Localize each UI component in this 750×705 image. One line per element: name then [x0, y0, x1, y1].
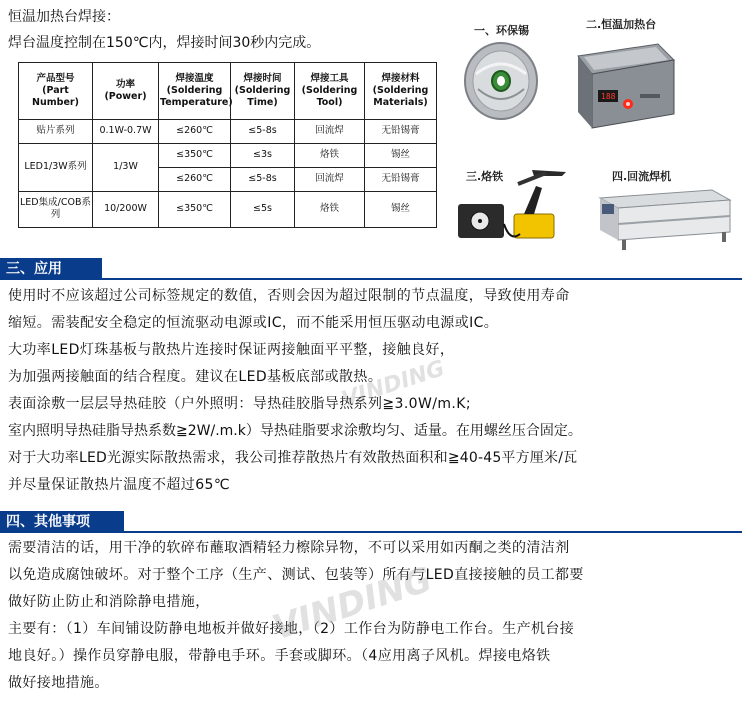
cell-time: ≤5-8s — [231, 120, 295, 144]
cell-part: LED1/3W系列 — [19, 143, 93, 191]
cell-temp: ≤350℃ — [159, 191, 231, 227]
cell-tool: 回流焊 — [295, 167, 365, 191]
cell-tool: 烙铁 — [295, 143, 365, 167]
photo-label-reflow-oven: 四.回流焊机 — [612, 170, 672, 183]
cell-part: 贴片系列 — [19, 120, 93, 144]
photo-label-soldering-iron: 三.烙铁 — [466, 170, 504, 183]
header-soldering-time: 焊接时间 (Soldering Time) — [231, 63, 295, 120]
reflow-oven-photo — [594, 180, 734, 252]
intro-subtitle: 焊台温度控制在150℃内，焊接时间30秒内完成。 — [8, 35, 321, 51]
section4-line-4: 主要有：（1）车间铺设防静电地板并做好接地，（2）工作台为防静电工作台。生产机台接 — [8, 621, 575, 637]
section3-line-6: 室内照明导热硅脂导热系数≧2W/.m.k）导热硅脂要求涂敷均匀、适量。在用螺丝压合固定。 — [8, 423, 582, 439]
header-power: 功率 (Power) — [93, 63, 159, 120]
soldering-spec-table — [18, 62, 437, 228]
reflow-oven-icon — [594, 180, 734, 252]
section3-line-7: 对于大功率LED光源实际散热需求，我公司推荐散热片有效散热面积和≧40-45平方厘米/瓦 — [8, 450, 578, 466]
section-header-other-matters: 四、其他事项 — [0, 511, 124, 533]
section3-line-4: 为加强两接触面的结合程度。建议在LED基板底部或散热。 — [8, 369, 383, 385]
cell-time: ≤5s — [231, 191, 295, 227]
section4-line-1: 需要清洁的话，用干净的软碎布蘸取酒精轻力檫除异物，不可以采用如丙酮之类的清洁剂 — [8, 540, 570, 556]
cell-temp: ≤260℃ — [159, 120, 231, 144]
cell-material: 无铅锡膏 — [365, 120, 437, 144]
section4-line-2: 以免造成腐蚀破坏。对于整个工序（生产、测试、包装等）所有与LED直接接触的员工都要 — [8, 567, 584, 583]
section-divider — [0, 531, 742, 533]
hot-plate-icon — [570, 34, 680, 134]
cell-tool: 烙铁 — [295, 191, 365, 227]
section4-line-3: 做好防止防止和消除静电措施， — [8, 594, 210, 610]
photo-label-hot-plate: 二.恒温加热台 — [586, 18, 657, 31]
section-header-application: 三、应用 — [0, 258, 102, 280]
header-soldering-tool: 焊接工具 (Soldering Tool) — [295, 63, 365, 120]
cell-power: 1/3W — [93, 143, 159, 191]
cell-power: 0.1W-0.7W — [93, 120, 159, 144]
section-divider — [0, 278, 742, 280]
watermark-logo: VINDING — [338, 356, 448, 413]
section3-line-5: 表面涂敷一层层导热硅胶（户外照明：导热硅胶脂导热系列≧3.0W/m.K; — [8, 396, 471, 412]
section4-line-5: 地良好。）操作员穿静电服，带静电手环。手套或脚环。（4应用离子风机。焊接电烙铁 — [8, 648, 551, 664]
cell-part: LED集成/COB系列 — [19, 191, 93, 227]
soldering-iron-icon — [454, 164, 574, 250]
header-soldering-materials: 焊接材料 (Soldering Materials) — [365, 63, 437, 120]
header-part-number: 产品型号 (Part Number) — [19, 63, 93, 120]
svg-text:188: 188 — [601, 92, 616, 101]
section3-line-8: 并尽量保证散热片温度不超过65℃ — [8, 477, 230, 493]
section3-line-3: 大功率LED灯珠基板与散热片连接时保证两接触面平平整，接触良好， — [8, 342, 455, 358]
cell-time: ≤3s — [231, 143, 295, 167]
cell-temp: ≤350℃ — [159, 143, 231, 167]
cell-power: 10/200W — [93, 191, 159, 227]
soldering-iron-photo — [454, 164, 574, 250]
table-row — [19, 120, 437, 144]
table-header-row — [19, 63, 437, 120]
cell-material: 锡丝 — [365, 143, 437, 167]
solder-wire-photo — [456, 34, 546, 124]
hot-plate-photo — [570, 34, 680, 134]
watermark-logo: VINDING — [267, 559, 437, 649]
cell-time: ≤5-8s — [231, 167, 295, 191]
cell-material: 锡丝 — [365, 191, 437, 227]
cell-material: 无铅锡膏 — [365, 167, 437, 191]
header-soldering-temperature: 焊接温度 (Soldering Temperature) — [159, 63, 231, 120]
cell-temp: ≤260℃ — [159, 167, 231, 191]
section3-line-1: 使用时不应该超过公司标签规定的数值，否则会因为超过限制的节点温度，导致使用寿命 — [8, 288, 570, 304]
table-row — [19, 143, 437, 167]
table-row — [19, 191, 437, 227]
solder-reel-icon — [456, 34, 546, 124]
section4-line-6: 做好接地措施。 — [8, 675, 109, 691]
photo-label-solder-wire: 一、环保锡 — [474, 24, 529, 37]
section3-line-2: 缩短。需装配安全稳定的恒流驱动电源或IC，而不能采用恒压驱动电源或IC。 — [8, 315, 499, 331]
intro-title: 恒温加热台焊接： — [8, 9, 120, 25]
cell-tool: 回流焊 — [295, 120, 365, 144]
